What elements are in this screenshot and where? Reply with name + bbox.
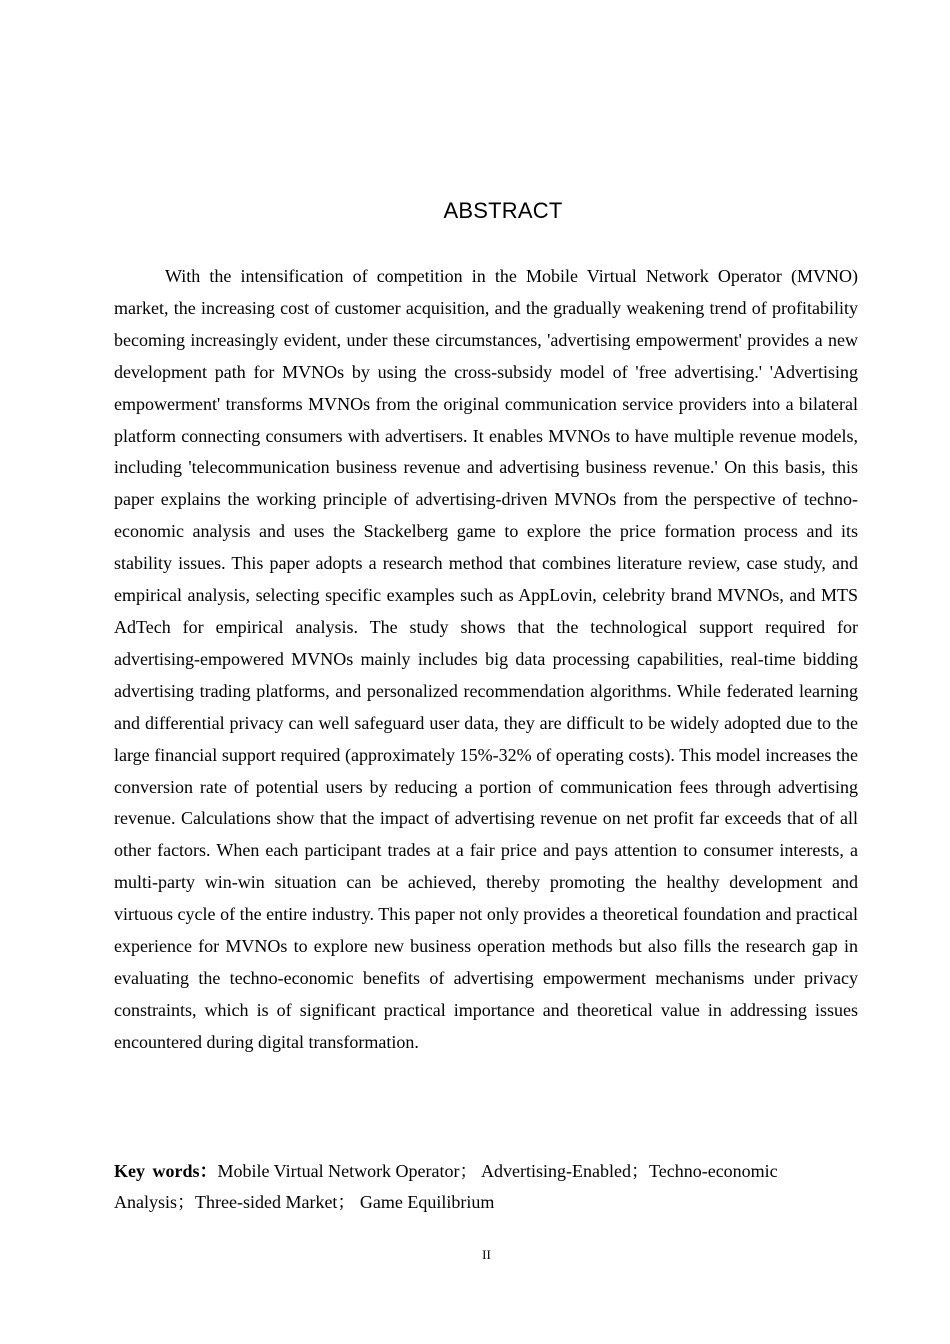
keywords-section xyxy=(114,1156,858,1218)
page-number: II xyxy=(482,1247,491,1262)
keywords-label: Key words： xyxy=(114,1161,218,1181)
keywords-list: Mobile Virtual Network Operator； Advertising-Enabled；Techno-economic Analysis；Three-sided Market； Game Equilibrium xyxy=(114,1161,778,1212)
abstract-body: With the intensification of competition in the Mobile Virtual Network Operator (MVNO) market, the increasing cost of customer acquisition, and the gradually weakening trend of profitability becoming increasingly evident, under these circumstances, 'advertising empowerment' provides a new development path for MVNOs by using the cross-subsidy model of 'free advertising.' 'Advertising empowerment' transforms MVNOs from the original communication service providers into a bilateral platform connecting consumers with advertisers. It enables MVNOs to have multiple revenue models, including 'telecommunication business revenue and advertising business revenue.' On this basis, this paper explains the working principle of advertising-driven MVNOs from the perspective of techno-economic analysis and uses the Stackelberg game to explore the price formation process and its stability issues. This paper adopts a research method that combines literature review, case study, and empirical analysis, selecting specific examples such as AppLovin, celebrity brand MVNOs, and MTS AdTech for empirical analysis. The study shows that the technological support required for advertising-empowered MVNOs mainly includes big data processing capabilities, real-time bidding advertising trading platforms, and personalized recommendation algorithms. While federated learning and differential privacy can well safeguard user data, they are difficult to be widely adopted due to the large financial support required (approximately 15%-32% of operating costs). This model increases the conversion rate of potential users by reducing a portion of communication fees through advertising revenue. Calculations show that the impact of advertising revenue on net profit far exceeds that of all other factors. When each participant trades at a fair price and pays attention to consumer interests, a multi-party win-win situation can be achieved, thereby promoting the healthy development and virtuous cycle of the entire industry. This paper not only provides a theoretical foundation and practical experience for MVNOs to explore new business operation methods but also fills the research gap in evaluating the techno-economic benefits of advertising empowerment mechanisms under privacy constraints, which is of significant practical importance and theoretical value in addressing issues encountered during digital transformation. xyxy=(114,266,858,1052)
abstract-title: ABSTRACT xyxy=(443,198,563,223)
